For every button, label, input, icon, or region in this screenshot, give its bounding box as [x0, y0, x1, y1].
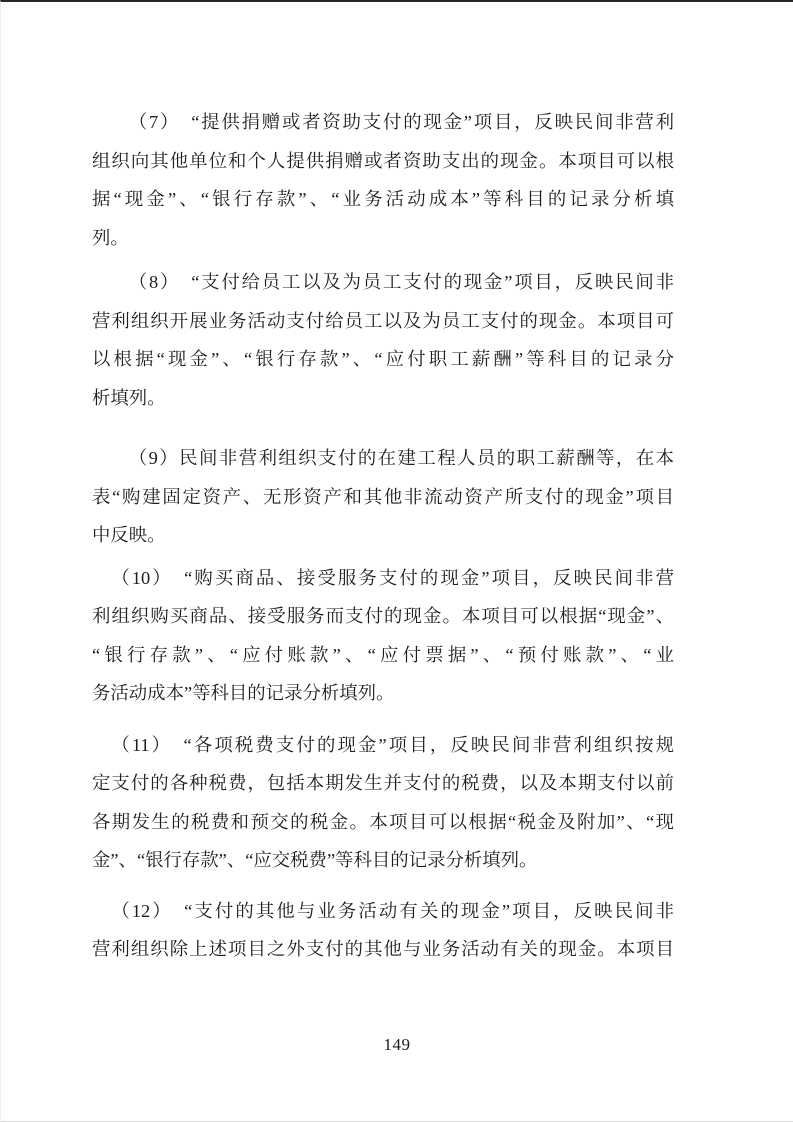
text-line: 利组织购买商品、接受服务而支付的现金。本项目可以根据“现金”、	[92, 606, 674, 626]
text-line: 表“购建固定资产、无形资产和其他非流动资产所支付的现金”项目	[92, 486, 674, 507]
text-line: （11） “各项税费支付的现金”项目，反映民间非营利组织按规	[111, 734, 674, 755]
paragraph-p8	[92, 263, 674, 417]
text-line: 据“现金”、“银行存款”、“业务活动成本”等科目的记录分析填	[92, 189, 674, 209]
paragraph-p9	[92, 439, 674, 555]
paragraph-p12	[92, 892, 674, 969]
text-line: 以根据“现金”、“银行存款”、“应付职工薪酬”等科目的记录分	[92, 349, 674, 369]
text-line: 定支付的各种税费，包括本期发生并支付的税费，以及本期支付以前	[92, 773, 674, 793]
text-line: （9）民间非营利组织支付的在建工程人员的职工薪酬等，在本	[128, 448, 674, 468]
text-line: （12） “支付的其他与业务活动有关的现金”项目，反映民间非	[111, 900, 674, 921]
paragraph-p11	[92, 726, 674, 880]
text-line: （7） “提供捐赠或者资助支付的现金”项目，反映民间非营利	[128, 112, 674, 132]
text-line: 各期发生的税费和预交的税金。本项目可以根据“税金及附加”、“现	[92, 811, 674, 832]
text-line: 中反映。	[92, 525, 166, 545]
text-line: 营利组织除上述项目之外支付的其他与业务活动有关的现金。本项目	[92, 939, 674, 959]
text-line: （10） “购买商品、接受服务支付的现金”项目，反映民间非营	[111, 567, 674, 588]
text-line: 列。	[92, 227, 129, 248]
text-line: 金”、“银行存款”、“应交税费”等科目的记录分析填列。	[92, 850, 538, 870]
text-line: （8） “支付给员工以及为员工支付的现金”项目，反映民间非	[128, 272, 674, 292]
text-line: 组织向其他单位和个人提供捐赠或者资助支出的现金。本项目可以根	[92, 150, 674, 171]
page-number: 149	[383, 1035, 411, 1054]
paragraph-p7	[92, 103, 674, 257]
text-line: “银行存款”、“应付账款”、“应付票据”、“预付账款”、“业	[92, 644, 674, 665]
text-line: 营利组织开展业务活动支付给员工以及为员工支付的现金。本项目可	[92, 310, 674, 331]
text-line: 务活动成本”等科目的记录分析填列。	[92, 683, 395, 703]
body-text	[92, 2, 674, 969]
paragraph-p10	[92, 559, 674, 713]
text-line: 析填列。	[92, 387, 166, 408]
